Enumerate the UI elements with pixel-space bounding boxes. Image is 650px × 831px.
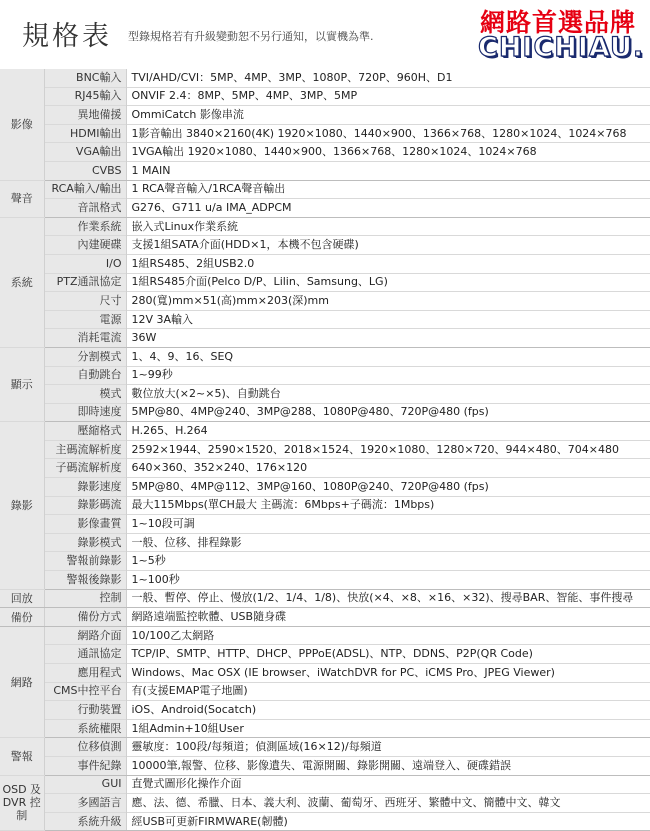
spec-value: 1~100秒 (126, 571, 650, 590)
spec-value: 直覺式圖形化操作介面 (126, 775, 650, 794)
spec-item: 內建硬碟 (44, 236, 126, 255)
category-label: 顯示 (0, 347, 44, 421)
spec-item: HDMI輸出 (44, 124, 126, 143)
spec-item: 多國語言 (44, 794, 126, 813)
spec-row (0, 626, 650, 645)
spec-value: 36W (126, 329, 650, 348)
spec-item: 位移偵測 (44, 738, 126, 757)
spec-item: 通訊協定 (44, 645, 126, 664)
spec-value: 一般、位移、排程錄影 (126, 533, 650, 552)
spec-item: VGA輸出 (44, 143, 126, 162)
spec-row (0, 440, 650, 459)
category-label: 回放 (0, 589, 44, 608)
spec-value: 5MP@80、4MP@112、3MP@160、1080P@240、720P@480 (fps) (126, 478, 650, 497)
spec-item: 系統升級 (44, 812, 126, 831)
spec-row (0, 236, 650, 255)
spec-item: RCA輸入/輸出 (44, 180, 126, 199)
spec-item: CVBS (44, 161, 126, 180)
spec-item: CMS中控平台 (44, 682, 126, 701)
spec-row (0, 571, 650, 590)
spec-row (0, 738, 650, 757)
spec-row (0, 87, 650, 106)
spec-value: 1組RS485、2組USB2.0 (126, 254, 650, 273)
spec-item: 模式 (44, 385, 126, 404)
spec-value: 1組Admin+10組User (126, 719, 650, 738)
spec-value: 應、法、德、希臘、日本、義大利、波蘭、葡萄牙、西班牙、繁體中文、簡體中文、韓文 (126, 794, 650, 813)
spec-item: 網路介面 (44, 626, 126, 645)
spec-value: ONVIF 2.4：8MP、5MP、4MP、3MP、5MP (126, 87, 650, 106)
spec-row (0, 589, 650, 608)
spec-item: 音訊格式 (44, 199, 126, 218)
spec-row (0, 422, 650, 441)
spec-item: GUI (44, 775, 126, 794)
spec-item: 控制 (44, 589, 126, 608)
spec-row (0, 403, 650, 422)
spec-row (0, 478, 650, 497)
spec-row (0, 775, 650, 794)
spec-value: 1 MAIN (126, 161, 650, 180)
spec-value: 280(寬)mm×51(高)mm×203(深)mm (126, 292, 650, 311)
spec-row (0, 366, 650, 385)
spec-row (0, 664, 650, 683)
spec-value: TVI/AHD/CVI：5MP、4MP、3MP、1080P、720P、960H、D1 (126, 69, 650, 87)
spec-value: 5MP@80、4MP@240、3MP@288、1080P@480、720P@480 (fps) (126, 403, 650, 422)
spec-value: 12V 3A輸入 (126, 310, 650, 329)
spec-value: 1影音輸出 3840×2160(4K) 1920×1080、1440×900、1366×768、1280×1024、1024×768 (126, 124, 650, 143)
spec-row (0, 645, 650, 664)
spec-item: 作業系統 (44, 217, 126, 236)
spec-item: 尺寸 (44, 292, 126, 311)
spec-item: 壓縮格式 (44, 422, 126, 441)
spec-value: 1 RCA聲音輸入/1RCA聲音輸出 (126, 180, 650, 199)
spec-row (0, 310, 650, 329)
category-label: OSD 及 DVR 控制 (0, 775, 44, 831)
spec-row (0, 812, 650, 831)
spec-item: I/O (44, 254, 126, 273)
spec-value: 網路遠端監控軟體、USB隨身碟 (126, 608, 650, 627)
brand-logo: CHICHIAU. (478, 32, 645, 63)
spec-value: 640×360、352×240、176×120 (126, 459, 650, 478)
spec-value: 嵌入式Linux作業系統 (126, 217, 650, 236)
spec-value: 10000筆,報警、位移、影像遺失、電源開關、錄影開關、遠端登入、硬碟錯誤 (126, 756, 650, 775)
spec-item: 警報後錄影 (44, 571, 126, 590)
spec-item: 主碼流解析度 (44, 440, 126, 459)
page-header (0, 0, 650, 68)
spec-value: H.265、H.264 (126, 422, 650, 441)
spec-row (0, 533, 650, 552)
spec-value: 1、4、9、16、SEQ (126, 347, 650, 366)
spec-item: 警報前錄影 (44, 552, 126, 571)
spec-value: G276、G711 u/a IMA_ADPCM (126, 199, 650, 218)
category-label: 聲音 (0, 180, 44, 217)
spec-item: 影像畫質 (44, 515, 126, 534)
spec-table (0, 69, 650, 831)
spec-row (0, 199, 650, 218)
category-label: 網路 (0, 626, 44, 738)
spec-row (0, 180, 650, 199)
spec-value: 1~10段可調 (126, 515, 650, 534)
spec-row (0, 124, 650, 143)
spec-value: 經USB可更新FIRMWARE(韌體) (126, 812, 650, 831)
spec-row (0, 459, 650, 478)
category-label: 備份 (0, 608, 44, 627)
spec-item: 消耗電流 (44, 329, 126, 348)
spec-item: 備份方式 (44, 608, 126, 627)
spec-row (0, 161, 650, 180)
spec-value: 靈敏度：100段/每頻道；偵測區域(16×12)/每頻道 (126, 738, 650, 757)
spec-value: 1~5秒 (126, 552, 650, 571)
spec-row (0, 608, 650, 627)
spec-item: 子碼流解析度 (44, 459, 126, 478)
category-label: 警報 (0, 738, 44, 775)
spec-value: 最大115Mbps(單CH最大 主碼流：6Mbps+子碼流：1Mbps) (126, 496, 650, 515)
spec-row (0, 682, 650, 701)
spec-value: 10/100乙太網路 (126, 626, 650, 645)
spec-value: TCP/IP、SMTP、HTTP、DHCP、PPPoE(ADSL)、NTP、DDNS、P2P(QR Code) (126, 645, 650, 664)
spec-value: iOS、Android(Socatch) (126, 701, 650, 720)
spec-row (0, 329, 650, 348)
spec-item: 分割模式 (44, 347, 126, 366)
spec-value: 2592×1944、2590×1520、2018×1524、1920×1080、1280×720、944×480、704×480 (126, 440, 650, 459)
spec-item: 事件紀錄 (44, 756, 126, 775)
spec-item: 自動跳台 (44, 366, 126, 385)
spec-row (0, 496, 650, 515)
spec-row (0, 794, 650, 813)
spec-item: 錄影模式 (44, 533, 126, 552)
spec-row (0, 515, 650, 534)
page-title: 規格表 (22, 21, 112, 52)
spec-row (0, 719, 650, 738)
spec-row (0, 69, 650, 87)
spec-row (0, 701, 650, 720)
spec-item: 系統權限 (44, 719, 126, 738)
spec-item: 應用程式 (44, 664, 126, 683)
spec-value: 1VGA輸出 1920×1080、1440×900、1366×768、1280×1024、1024×768 (126, 143, 650, 162)
spec-row (0, 292, 650, 311)
spec-row (0, 273, 650, 292)
spec-row (0, 254, 650, 273)
spec-value: 支援1組SATA介面(HDD×1，本機不包含硬碟) (126, 236, 650, 255)
brand-slogan: 網路首選品牌 (480, 8, 637, 37)
spec-item: 異地備援 (44, 106, 126, 125)
spec-value: 一般、暫停、停止、慢放(1/2、1/4、1/8)、快放(×4、×8、×16、×32)、搜尋BAR、智能、事件搜尋 (126, 589, 650, 608)
spec-notice: 型錄規格若有升級變動恕不另行通知，以實機為準. (128, 30, 374, 43)
spec-item: 錄影速度 (44, 478, 126, 497)
spec-value: OmmiCatch 影像串流 (126, 106, 650, 125)
spec-item: 即時速度 (44, 403, 126, 422)
spec-value: 有(支援EMAP電子地圖) (126, 682, 650, 701)
spec-row (0, 143, 650, 162)
spec-item: 錄影碼流 (44, 496, 126, 515)
category-label: 系統 (0, 217, 44, 347)
spec-value: 1~99秒 (126, 366, 650, 385)
spec-value: Windows、Mac OSX (IE browser、iWatchDVR for PC、iCMS Pro、JPEG Viewer) (126, 664, 650, 683)
spec-value: 數位放大(×2~×5)、自動跳台 (126, 385, 650, 404)
spec-row (0, 385, 650, 404)
spec-row (0, 756, 650, 775)
spec-item: RJ45輸入 (44, 87, 126, 106)
spec-value: 1組RS485介面(Pelco D/P、Lilin、Samsung、LG) (126, 273, 650, 292)
spec-item: 行動裝置 (44, 701, 126, 720)
category-label: 錄影 (0, 422, 44, 589)
spec-row (0, 106, 650, 125)
category-label: 影像 (0, 69, 44, 180)
spec-row (0, 217, 650, 236)
spec-item: BNC輸入 (44, 69, 126, 87)
spec-row (0, 552, 650, 571)
spec-row (0, 347, 650, 366)
spec-item: 電源 (44, 310, 126, 329)
spec-item: PTZ通訊協定 (44, 273, 126, 292)
